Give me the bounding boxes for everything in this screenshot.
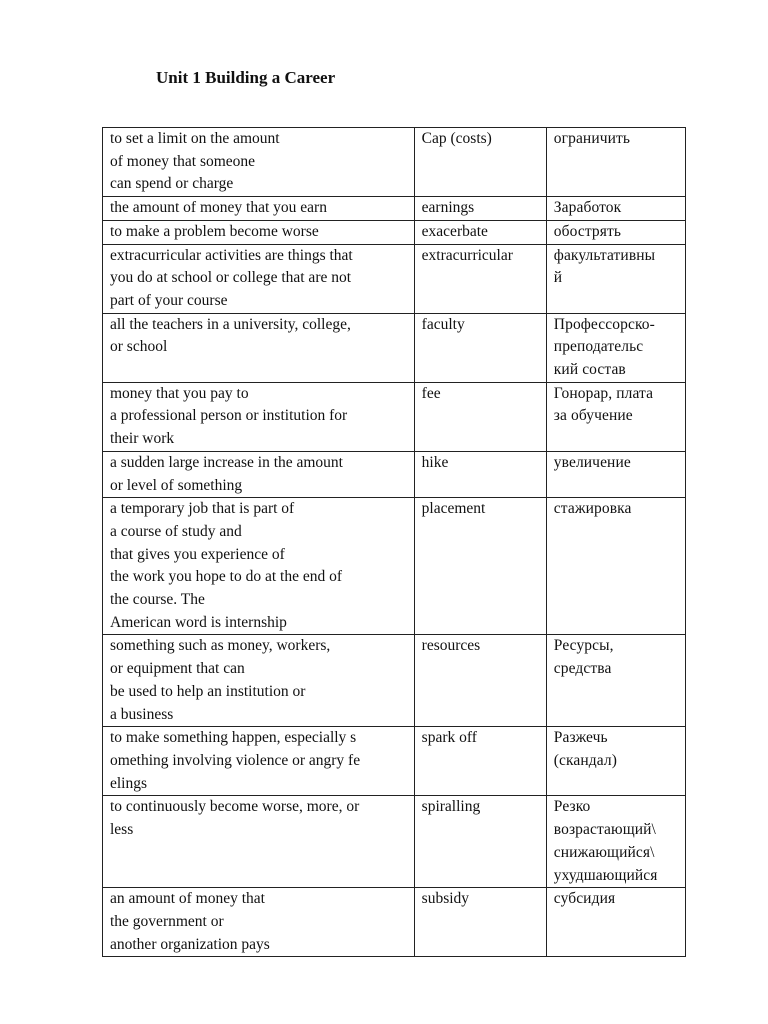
- term-cell: hike: [414, 451, 546, 497]
- term-cell: faculty: [414, 313, 546, 382]
- definition-cell: extracurricular activities are things that you do at school or college that are not part of your course: [103, 244, 415, 313]
- translation-cell: Резко возрастающий\ снижающийся\ ухудшающийся: [546, 796, 685, 888]
- translation-cell: ограничить: [546, 128, 685, 197]
- term-cell: placement: [414, 498, 546, 635]
- term-cell: exacerbate: [414, 220, 546, 244]
- term-cell: subsidy: [414, 888, 546, 957]
- table-row: [103, 635, 686, 727]
- translation-cell: увеличение: [546, 451, 685, 497]
- table-row: [103, 313, 686, 382]
- definition-cell: the amount of money that you earn: [103, 197, 415, 221]
- table-row: [103, 244, 686, 313]
- table-row: [103, 498, 686, 635]
- page-title: Unit 1 Building a Career: [156, 68, 336, 87]
- definition-cell: to set a limit on the amount of money that someone can spend or charge: [103, 128, 415, 197]
- term-cell: spark off: [414, 727, 546, 796]
- table-row: [103, 220, 686, 244]
- translation-cell: обострять: [546, 220, 685, 244]
- definition-cell: money that you pay to a professional person or institution for their work: [103, 382, 415, 451]
- definition-cell: a temporary job that is part of a course of study and that gives you experience of the work you hope to do at the end of the course. The American word is internship: [103, 498, 415, 635]
- translation-cell: Ресурсы, средства: [546, 635, 685, 727]
- term-cell: extracurricular: [414, 244, 546, 313]
- translation-cell: факультативны й: [546, 244, 685, 313]
- term-cell: spiralling: [414, 796, 546, 888]
- table-row: [103, 197, 686, 221]
- table-row: [103, 796, 686, 888]
- definition-cell: to make something happen, especially s omething involving violence or angry fe elings: [103, 727, 415, 796]
- translation-cell: Профессорско- преподательс кий состав: [546, 313, 685, 382]
- term-cell: fee: [414, 382, 546, 451]
- definition-cell: a sudden large increase in the amount or level of something: [103, 451, 415, 497]
- definition-cell: to continuously become worse, more, or less: [103, 796, 415, 888]
- term-cell: resources: [414, 635, 546, 727]
- translation-cell: Разжечь (скандал): [546, 727, 685, 796]
- translation-cell: Гонорар, плата за обучение: [546, 382, 685, 451]
- translation-cell: стажировка: [546, 498, 685, 635]
- definition-cell: an amount of money that the government or another organization pays: [103, 888, 415, 957]
- definition-cell: something such as money, workers, or equipment that can be used to help an institution or a business: [103, 635, 415, 727]
- translation-cell: Заработок: [546, 197, 685, 221]
- table-row: [103, 727, 686, 796]
- vocabulary-table: [102, 127, 686, 957]
- term-cell: earnings: [414, 197, 546, 221]
- table-row: [103, 451, 686, 497]
- table-row: [103, 382, 686, 451]
- translation-cell: субсидия: [546, 888, 685, 957]
- definition-cell: all the teachers in a university, college, or school: [103, 313, 415, 382]
- table-row: [103, 888, 686, 957]
- definition-cell: to make a problem become worse: [103, 220, 415, 244]
- term-cell: Cap (costs): [414, 128, 546, 197]
- table-row: [103, 128, 686, 197]
